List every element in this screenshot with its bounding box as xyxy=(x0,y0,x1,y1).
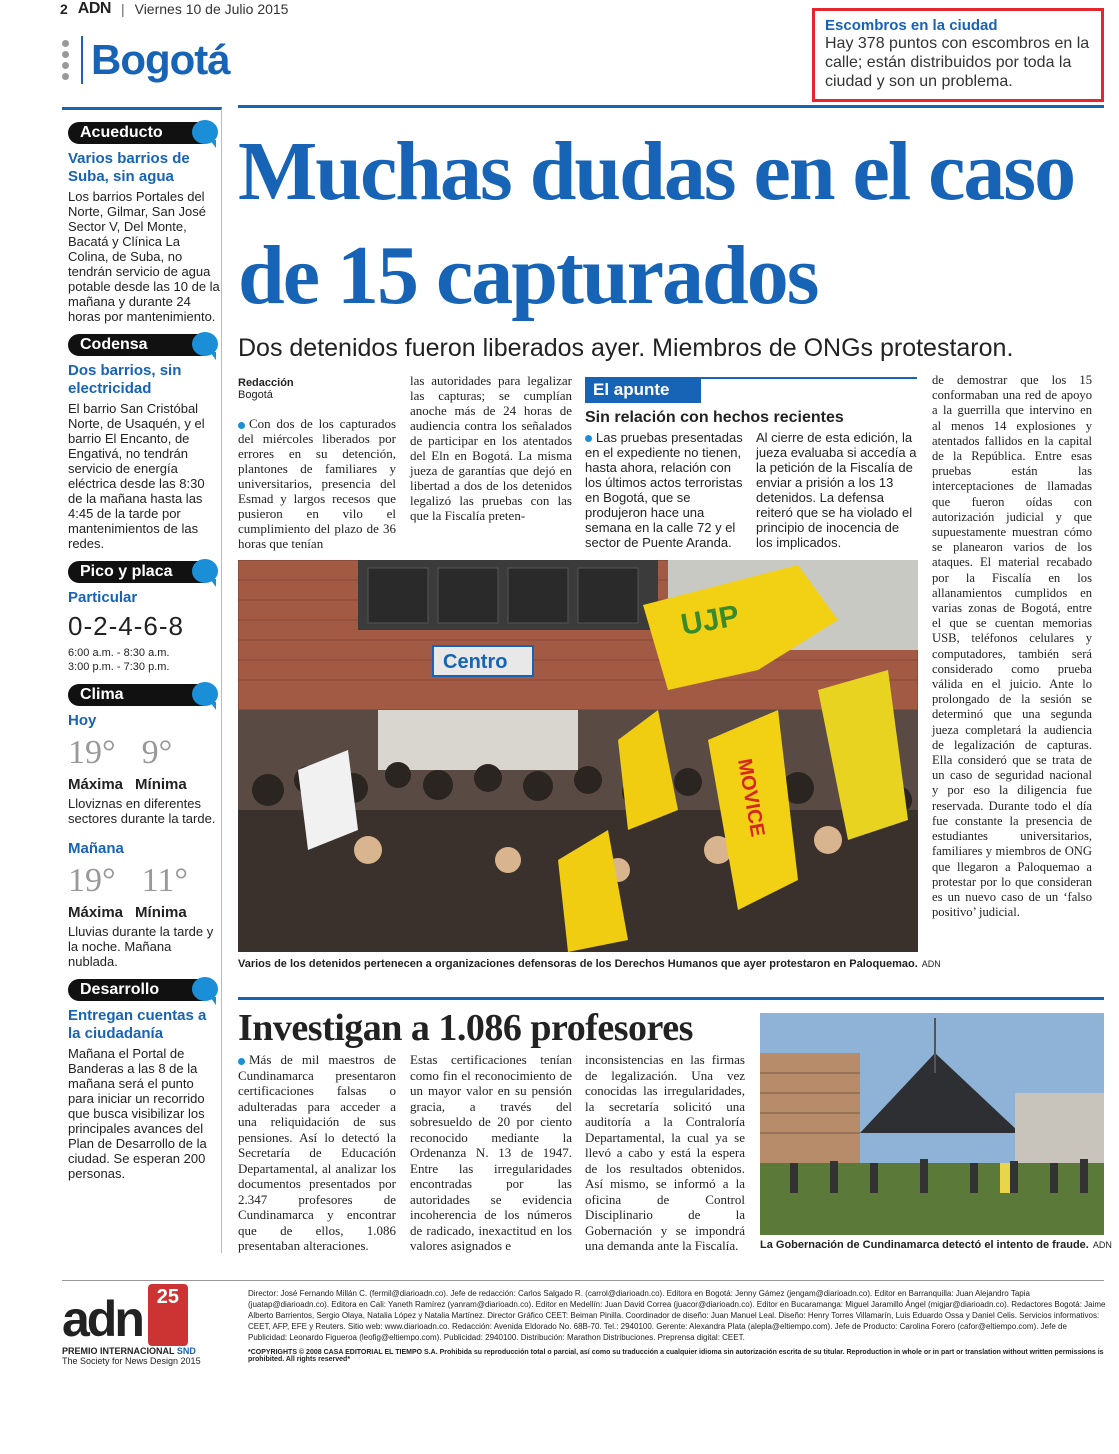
teaser-box[interactable] xyxy=(812,8,1104,102)
gobernacion-photo xyxy=(760,1013,1104,1235)
column-text: Las pruebas presentadas en el expediente no tienen, hasta ahora, relación con los últimos actos terroristas en Bogotá, que se produjeron hace una semana en la calle 72 y el sector de Puente Aranda. xyxy=(585,430,743,550)
apunte-columns xyxy=(585,430,917,550)
temp-labels xyxy=(68,904,221,921)
sidebar-text: El barrio San Cristóbal Norte, de Usaquén, y el barrio El Encanto, de Engativá, no tendrán servicio de energía eléctrica desde las 8:30 de la mañana hasta las 4:45 de la tarde por mantenimientos de las redes. xyxy=(68,401,205,551)
award-title: PREMIO INTERNACIONAL xyxy=(62,1346,175,1356)
anniversary-badge: 25 xyxy=(148,1284,188,1346)
sidebar-codensa xyxy=(68,334,221,551)
footer-logo-row xyxy=(62,1284,227,1346)
footer-logo-block xyxy=(62,1284,227,1366)
sidebar-tag-label: Acueducto xyxy=(80,124,163,141)
sidebar-clima xyxy=(68,684,221,969)
apunte-column-1 xyxy=(585,430,746,550)
sidebar xyxy=(62,107,222,1253)
teaser-title: Escombros en la ciudad xyxy=(825,17,998,34)
bullet-icon xyxy=(585,435,592,442)
caption-credit: ADN xyxy=(1092,1240,1112,1250)
page-header xyxy=(60,0,288,18)
photo-flag-text: MOVICE xyxy=(733,757,769,839)
second-column-1 xyxy=(238,1052,396,1254)
apunte-tag: El apunte xyxy=(585,377,701,403)
temp-min: 11° xyxy=(141,862,188,899)
sidebar-tag xyxy=(68,561,204,583)
speech-bubble-icon xyxy=(192,682,218,706)
bullet-icon xyxy=(238,422,245,429)
temp-max: 19° xyxy=(68,862,116,899)
apunte-headline: Sin relación con hechos recientes xyxy=(585,409,844,426)
temp-min: 9° xyxy=(141,734,173,771)
article-column-right: de demostrar que los 15 conformaban una red de apoyo a la guerrilla que intervino en al menos 14 explosiones y atentados fallidos en la capital de la República. Entre esas pruebas están las interceptaciones de llamadas que fueron oídas con autorización judicial y que supuestamente muestran cómo se planearon varios de los ataques. El material recabado por la Fiscalía en los allanamientos cumplidos en varias zonas de Bogotá, entre el que se cuentan memorias USB, teléfonos celulares y computadores, también será considerado como prueba válida en el juicio. Ante lo prolongado de la sesión se determinó que una segunda jueza completará la audiencia de legalización de capturas. Ella consideró que se trata de un caso de seguridad nacional y por eso la diligencia fue reservada. Durante todo el día fue constante la presencia de estudiantes universitarios, familiares y miembros de ONG que llegaron a Paloquemao a protestar por lo que consideran es un nuevo caso de un ‘falso positivo’ judicial. xyxy=(932,373,1092,920)
photo-caption xyxy=(760,1239,1112,1251)
min-label: Mínima xyxy=(135,776,187,793)
page-number: 2 xyxy=(60,1,68,17)
credits-text: Director: José Fernando Millán C. (fermil@diarioadn.co). Jefe de redacción: Carlos Salgado R. (carrol@diarioadn.co). Editora en Bogotá: Jenny Gámez (jengam@diarioadn.co). Editor en Barranquilla: Juan Alejandro Tapia (juatap@diarioadn.co). Editora en Cali: Yaneth Ramírez (yanram@diarioadn.co). Editor en Medellín: Juan David Correa (juacor@diarioadn.co). Editor en Bucaramanga: Miguel Jaramillo Ángel (migjar@diarioadn.co). Redactores Bogotá: Jaime Alberto Barrientos, Sergio Olaya, Natalia López y Natalia Martínez. Director Gráfico CEET: Beiman Pinilla. Coordinador de diseño: Juan Manuel Leal. Diseño: Henry Torres Villamarín, Luis Eduardo Ossa y Daniel Celis. Servicios informativos: CEET, AFP, EFE y Reuters. Sitio web: www.diarioadn.co. Redacción: Avenida Eldorado No. 68B-70. Tel.: 2940100. Gerente: Alexandra Plata (alepla@eltiempo.com). Jefe de Producto: Carolina Forero (cafor@eltiempo.com). Jefe de Publicidad: Leonardo Figueroa (leofig@eltiempo.com). Publicidad: 2940100. Distribución: Marathon Distribuciones. Preprensa digital: CEET. xyxy=(248,1289,1106,1342)
sidebar-pico-y-placa xyxy=(68,561,221,674)
article-column-1 xyxy=(238,416,396,551)
sidebar-tag-label: Clima xyxy=(80,686,124,703)
header-separator: | xyxy=(120,1,125,17)
sidebar-headline: Entregan cuentas a la ciudadanía xyxy=(68,1007,207,1042)
byline-place: Bogotá xyxy=(238,389,273,401)
main-headline: Muchas dudas en el caso de 15 capturados xyxy=(238,125,1075,322)
sidebar-tag xyxy=(68,122,204,144)
caption-text: La Gobernación de Cundinamarca detectó el intento de fraude. xyxy=(760,1239,1089,1251)
temps-tomorrow xyxy=(68,862,221,900)
top-rule xyxy=(238,105,1104,108)
award-org: SND xyxy=(176,1346,196,1356)
gobernacion-image xyxy=(760,1013,1104,1235)
byline-name: Redacción xyxy=(238,377,294,389)
max-label: Máxima xyxy=(68,776,124,793)
award-subline: The Society for News Design 2015 xyxy=(62,1356,201,1366)
section-title: Bogotá xyxy=(91,36,230,83)
footer-rule xyxy=(62,1280,1104,1281)
dots-icon xyxy=(62,40,69,80)
sidebar-headline: Dos barrios, sin electricidad xyxy=(68,362,182,397)
sidebar-desarrollo xyxy=(68,979,221,1181)
teaser-body: Hay 378 puntos con escombros en la calle; están distribuidos por toda la ciudad y son un problema. xyxy=(825,35,1090,90)
plate-digits: 0-2-4-6-8 xyxy=(68,611,184,641)
weather-day-label: Mañana xyxy=(68,840,124,857)
caption-credit: ADN xyxy=(921,959,941,969)
sidebar-text: Los barrios Portales del Norte, Gilmar, San José Sector V, Del Monte, Bacatá y Clínica La Colina, de Suba, no tendrán servicio de agua potable desde las 10 de la mañana y durante 24 horas por mantenimiento. xyxy=(68,189,220,324)
protest-photo xyxy=(238,560,918,952)
weather-day-label: Hoy xyxy=(68,712,97,729)
award-line xyxy=(62,1346,227,1356)
speech-bubble-icon xyxy=(192,332,218,356)
photo-caption xyxy=(238,958,941,970)
sidebar-tag-label: Pico y placa xyxy=(80,563,173,580)
sidebar-tag xyxy=(68,979,204,1001)
apunte-rule xyxy=(585,377,917,379)
issue-date: Viernes 10 de Julio 2015 xyxy=(134,1,289,17)
second-column-2: Estas certificaciones tenían como fin el reconocimiento de un mayor valor en su pensión gracia, a través del sobresueldo de 20 por ciento reconocido mediante la Ordenanza N. 13 de 1947. Entre las irregularidades encontradas por las autoridades se evidencia incoherencia de los números de radicado, inexactitud en los valores asignados e xyxy=(410,1052,572,1253)
temp-max: 19° xyxy=(68,734,116,771)
second-headline: Investigan a 1.086 profesores xyxy=(238,1007,693,1049)
hours-afternoon: 3:00 p.m. - 7:30 p.m. xyxy=(68,661,170,673)
caption-text: Varios de los detenidos pertenecen a organizaciones defensoras de los Derechos Humanos que ayer protestaron en Paloquemao. xyxy=(238,958,918,970)
max-label: Máxima xyxy=(68,904,124,921)
sidebar-headline: Particular xyxy=(68,589,138,606)
speech-bubble-icon xyxy=(192,559,218,583)
divider xyxy=(81,36,83,84)
weather-text: Lluvias durante la tarde y la noche. Mañana nublada. xyxy=(68,924,214,969)
article-column-2: las autoridades para legalizar las capturas; se cumplían anoche más de 24 horas de audiencia contra los señalados de participar en los atentados del Eln en Bogotá. La misma jueza de garantías que dejó en libertad a dos de los detenidos legalizó las pruebas con las que la Fiscalía preten- xyxy=(410,373,572,523)
bullet-icon xyxy=(238,1058,245,1065)
temp-labels xyxy=(68,776,221,793)
second-column-3: inconsistencias en las firmas de legalización. Una vez conocidas las irregularidades, la secretaría solicitó una auditoría a la Contraloría Departamental, la cual ya se llevó a cabo y está la espera de los resultados obtenidos. Así mismo, se informó a la oficina de Control Disciplinario de la Gobernación y se impondrá una demanda ante la Fiscalía. xyxy=(585,1052,745,1253)
photo-sign-text: Centro xyxy=(443,651,508,673)
sidebar-tag-label: Codensa xyxy=(80,336,148,353)
section-rule xyxy=(238,997,1104,1000)
footer-logo: adn xyxy=(62,1291,142,1347)
section-header xyxy=(62,36,230,84)
brand-logo: ADN xyxy=(77,0,111,17)
column-text: Con dos de los capturados del miércoles liberados por errores en su detención, plantones de familiares y universitarios, presencia del Esmad y largos recesos que pusieron en vilo el cumplimiento del plazo de 36 horas que tenían xyxy=(238,416,396,551)
apunte-box xyxy=(585,377,917,550)
sidebar-tag xyxy=(68,334,204,356)
protest-image xyxy=(238,560,918,952)
main-deck: Dos detenidos fueron liberados ayer. Miembros de ONGs protestaron. xyxy=(238,334,1014,362)
column-text: Más de mil maestros de Cundinamarca presentaron certificaciones falsas o adulteradas para acceder a una reliquidación de sus pensiones. Así lo detectó la Secretaría de Educación Departamental, al analizar los documentos presentados por 2.347 profesores de Cundinamarca y encontrar que de ellos, 1.086 presentaban alteraciones. xyxy=(238,1052,396,1253)
speech-bubble-icon xyxy=(192,120,218,144)
copyright-text: *COPYRIGHTS © 2008 CASA EDITORIAL EL TIEMPO S.A. Prohibida su reproducción total o parcial, así como su traducción a cualquier idioma sin autorización escrita de su titular. Reproduction in whole or in part or translation without written permissions is prohibited. All rights reserved* xyxy=(248,1349,1104,1363)
temps-today xyxy=(68,734,221,772)
sidebar-tag xyxy=(68,684,204,706)
speech-bubble-icon xyxy=(192,977,218,1001)
sidebar-headline: Varios barrios de Suba, sin agua xyxy=(68,150,190,185)
min-label: Mínima xyxy=(135,904,187,921)
hours-morning: 6:00 a.m. - 8:30 a.m. xyxy=(68,647,170,659)
weather-text: Lloviznas en diferentes sectores durante la tarde. xyxy=(68,796,216,826)
byline xyxy=(238,377,294,401)
photo-flag-text: UJP xyxy=(678,599,742,642)
sidebar-text: Mañana el Portal de Banderas a las 8 de la mañana será el punto para iniciar un recorrido que busca visibilizar los principales avances del Plan de Desarrollo de la ciudad. Se esperan 200 personas. xyxy=(68,1046,207,1181)
sidebar-acueducto xyxy=(68,122,221,324)
sidebar-tag-label: Desarrollo xyxy=(80,981,160,998)
apunte-column-2: Al cierre de esta edición, la jueza evaluaba si accedía a la petición de la Fiscalía de enviar a prisión a los 13 detenidos. La defensa reiteró que se ha violado el principio de inocencia de los implicados. xyxy=(756,430,917,550)
